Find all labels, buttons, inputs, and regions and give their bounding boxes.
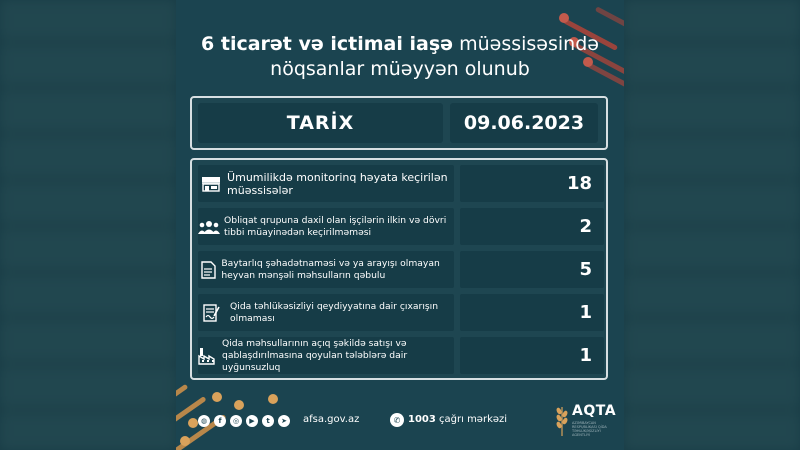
store-icon xyxy=(198,165,223,202)
signed-document-icon xyxy=(198,294,226,331)
people-icon xyxy=(198,208,220,245)
wheat-icon xyxy=(554,403,570,437)
stat-label: Baytarlıq şəhadətnaməsi və ya arayışı olmayan heyvan mənşəli məhsulların qəbulu xyxy=(221,257,440,281)
call-number: 1003 xyxy=(408,414,436,425)
youtube-icon[interactable]: ▶ xyxy=(246,415,258,427)
background-shade-right xyxy=(624,0,800,450)
twitter-icon[interactable]: t xyxy=(262,415,274,427)
stat-label: Qida məhsullarının açıq şəkildə satışı və qablaşdırılmasına qoyulan tələblərə dair uyğunsuzluq xyxy=(222,337,408,373)
stat-value: 5 xyxy=(460,251,604,288)
stat-row-label-cell xyxy=(198,208,454,245)
headline-line2: nöqsanlar müəyyən olunub xyxy=(270,58,530,80)
document-icon xyxy=(198,251,217,288)
background-shade-left xyxy=(0,0,176,450)
stat-value: 1 xyxy=(460,294,604,331)
call-label: çağrı mərkəzi xyxy=(435,414,508,425)
stat-value: 2 xyxy=(460,208,604,245)
logo-subtitle: AZƏRBAYCAN RESPUBLİKASI QİDA TƏHLÜKƏSİZLİYİ AGENTLİYİ xyxy=(572,421,607,437)
instagram-icon[interactable]: ◎ xyxy=(230,415,242,427)
social-links xyxy=(198,415,290,427)
stats-table xyxy=(190,158,608,380)
stat-row xyxy=(198,251,600,288)
stat-label: Qida təhlükəsizliyi qeydiyyatına dair çıxarışın olmaması xyxy=(230,300,439,324)
stat-value: 1 xyxy=(460,337,604,374)
stat-label: Obliqat qrupuna daxil olan işçilərin ilkin və dövri tibbi müayinədən keçirilməməsi xyxy=(224,214,447,238)
call-center xyxy=(408,414,507,425)
globe-icon[interactable]: ◍ xyxy=(198,415,210,427)
telegram-icon[interactable]: ➤ xyxy=(278,415,290,427)
headline-bold: 6 ticarət və ictimai iaşə xyxy=(201,33,454,55)
stat-row-label-cell xyxy=(198,251,454,288)
logo-name: AQTA xyxy=(572,403,617,419)
stat-label: Ümumilikdə monitorinq həyata keçirilən müəssisələr xyxy=(227,170,448,197)
stat-row xyxy=(198,294,600,331)
stat-row xyxy=(198,165,600,202)
footer xyxy=(176,405,624,439)
stat-row-label-cell xyxy=(198,337,454,374)
website-link[interactable]: afsa.gov.az xyxy=(303,414,360,425)
stat-value: 18 xyxy=(460,165,604,202)
factory-icon xyxy=(198,337,218,374)
facebook-icon[interactable]: f xyxy=(214,415,226,427)
phone-icon: ✆ xyxy=(390,413,404,427)
headline-rest: müəssisəsində xyxy=(453,33,599,55)
date-label: TARİX xyxy=(198,103,443,143)
date-panel xyxy=(190,96,608,150)
stat-row xyxy=(198,337,600,374)
infographic-card xyxy=(176,0,624,450)
stat-row xyxy=(198,208,600,245)
stat-row-label-cell xyxy=(198,294,454,331)
date-value: 09.06.2023 xyxy=(450,103,598,143)
headline xyxy=(176,32,624,82)
aqta-logo xyxy=(554,401,617,441)
stat-row-label-cell xyxy=(198,165,454,202)
